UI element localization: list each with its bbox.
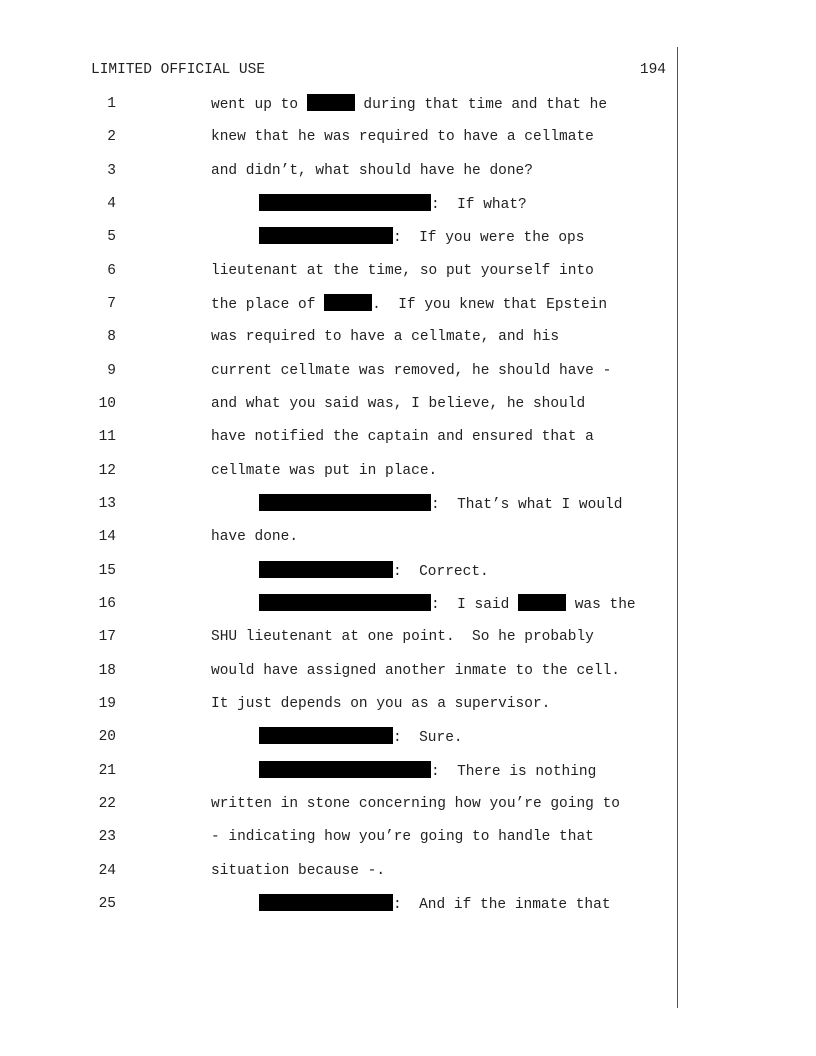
line-text: have done. xyxy=(211,529,299,545)
line-number: 9 xyxy=(107,363,116,379)
line-number: 14 xyxy=(98,529,116,545)
transcript-line xyxy=(0,727,677,751)
redaction-block xyxy=(259,894,393,911)
line-number: 16 xyxy=(98,596,116,612)
transcript-line xyxy=(0,794,677,818)
line-number: 13 xyxy=(98,496,116,512)
transcript-line xyxy=(0,661,677,685)
line-text: : If what? xyxy=(259,194,527,215)
line-number: 18 xyxy=(98,663,116,679)
redaction-block xyxy=(259,594,431,611)
line-text: : I said was the xyxy=(259,594,636,615)
transcript-line xyxy=(0,427,677,451)
redaction-block xyxy=(518,594,566,611)
redaction-block xyxy=(259,727,393,744)
transcript-line xyxy=(0,827,677,851)
transcript-line xyxy=(0,761,677,785)
line-text: : And if the inmate that xyxy=(259,894,611,915)
line-text: : There is nothing xyxy=(259,761,596,782)
redaction-block xyxy=(259,494,431,511)
transcript-line xyxy=(0,261,677,285)
line-number: 25 xyxy=(98,896,116,912)
line-text: and didn’t, what should have he done? xyxy=(211,163,533,179)
line-number: 22 xyxy=(98,796,116,812)
transcript-line xyxy=(0,161,677,185)
classification-header: LIMITED OFFICIAL USE xyxy=(91,62,266,78)
transcript-line xyxy=(0,127,677,151)
line-number: 20 xyxy=(98,729,116,745)
transcript-line xyxy=(0,461,677,485)
transcript-line xyxy=(0,494,677,518)
line-number: 1 xyxy=(107,96,116,112)
line-number: 10 xyxy=(98,396,116,412)
redaction-block xyxy=(259,194,431,211)
line-number: 15 xyxy=(98,563,116,579)
line-number: 5 xyxy=(107,229,116,245)
line-text: current cellmate was removed, he should have - xyxy=(211,363,612,379)
line-text: written in stone concerning how you’re going to xyxy=(211,796,620,812)
line-text: and what you said was, I believe, he should xyxy=(211,396,586,412)
line-text: SHU lieutenant at one point. So he probably xyxy=(211,629,594,645)
transcript-line xyxy=(0,394,677,418)
line-number: 4 xyxy=(107,196,116,212)
line-number: 3 xyxy=(107,163,116,179)
redaction-block xyxy=(324,294,372,311)
transcript-line xyxy=(0,294,677,318)
page-number: 194 xyxy=(639,62,666,78)
redaction-block xyxy=(259,761,431,778)
line-text: lieutenant at the time, so put yourself into xyxy=(211,263,594,279)
line-text: : Correct. xyxy=(259,561,489,582)
line-text: - indicating how you’re going to handle that xyxy=(211,829,594,845)
line-number: 17 xyxy=(98,629,116,645)
line-text: would have assigned another inmate to the cell. xyxy=(211,663,620,679)
line-number: 12 xyxy=(98,463,116,479)
line-number: 19 xyxy=(98,696,116,712)
redaction-block xyxy=(307,94,355,111)
line-text: knew that he was required to have a cellmate xyxy=(211,129,594,145)
line-number: 6 xyxy=(107,263,116,279)
line-text: cellmate was put in place. xyxy=(211,463,438,479)
transcript-line xyxy=(0,327,677,351)
transcript-line xyxy=(0,194,677,218)
transcript-line xyxy=(0,561,677,585)
line-text: the place of . If you knew that Epstein xyxy=(211,294,607,315)
transcript-line xyxy=(0,361,677,385)
line-number: 21 xyxy=(98,763,116,779)
line-text: situation because -. xyxy=(211,863,386,879)
transcript-line xyxy=(0,627,677,651)
transcript-line xyxy=(0,861,677,885)
redaction-block xyxy=(259,561,393,578)
line-number: 23 xyxy=(98,829,116,845)
line-number: 7 xyxy=(107,296,116,312)
line-text: was required to have a cellmate, and his xyxy=(211,329,560,345)
line-number: 8 xyxy=(107,329,116,345)
line-number: 24 xyxy=(98,863,116,879)
transcript-line xyxy=(0,594,677,618)
transcript-line xyxy=(0,694,677,718)
line-text: : Sure. xyxy=(259,727,463,748)
right-margin-rule xyxy=(677,47,678,1008)
line-text: : If you were the ops xyxy=(259,227,584,248)
line-text: have notified the captain and ensured that a xyxy=(211,429,594,445)
transcript-line xyxy=(0,894,677,918)
line-text: went up to during that time and that he xyxy=(211,94,607,115)
transcript-line xyxy=(0,94,677,118)
redaction-block xyxy=(259,227,393,244)
line-number: 2 xyxy=(107,129,116,145)
line-text: It just depends on you as a supervisor. xyxy=(211,696,551,712)
line-number: 11 xyxy=(98,429,116,445)
transcript-line xyxy=(0,227,677,251)
transcript-line xyxy=(0,527,677,551)
line-text: : That’s what I would xyxy=(259,494,622,515)
